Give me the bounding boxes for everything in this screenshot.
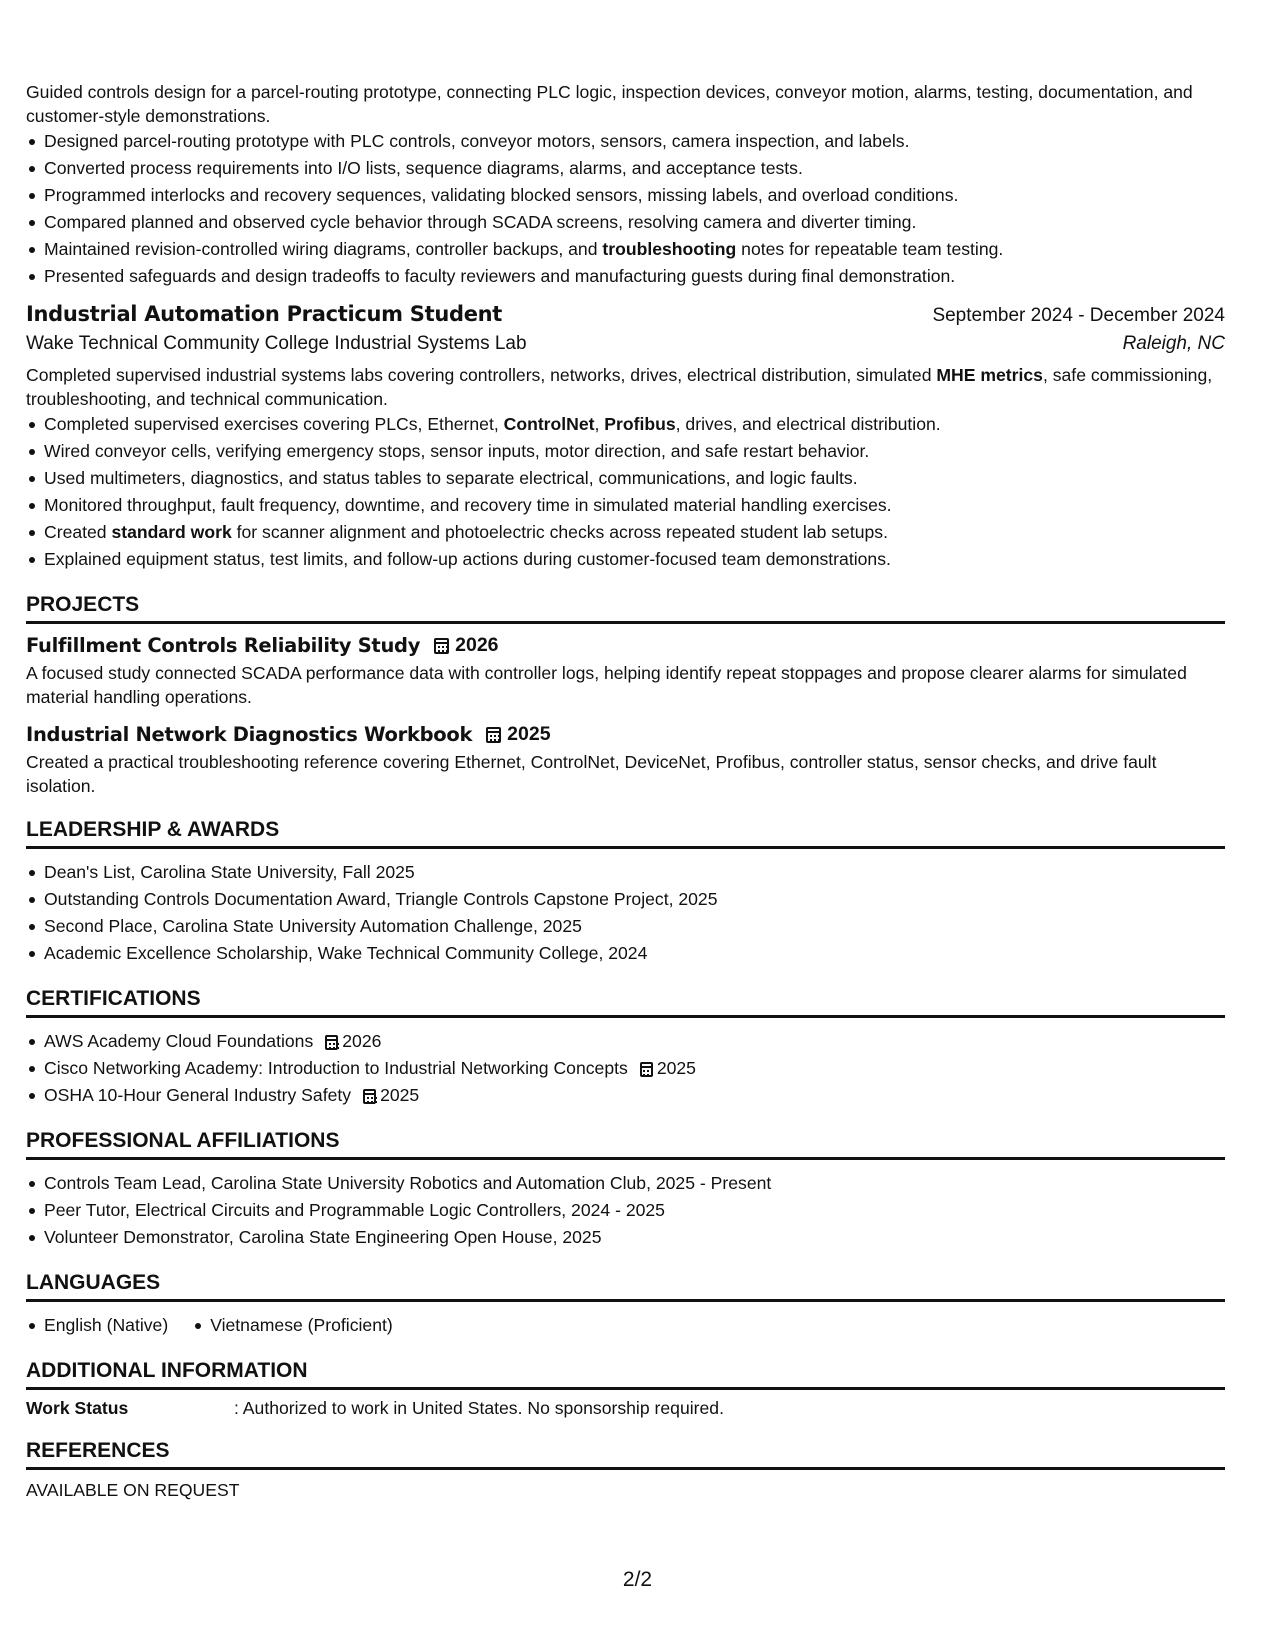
list-item: Used multimeters, diagnostics, and status tables to separate electrical, communications, and logic faults.	[26, 465, 1225, 492]
section-title-certifications: CERTIFICATIONS	[26, 987, 1225, 1018]
list-item: Controls Team Lead, Carolina State University Robotics and Automation Club, 2025 - Present	[26, 1170, 1225, 1197]
job-title: Industrial Automation Practicum Student	[26, 302, 503, 326]
experience-bullets	[26, 411, 1225, 573]
project-item	[26, 723, 1225, 798]
calendar-icon	[325, 1035, 338, 1050]
calendar-icon	[434, 638, 449, 654]
project-year: 2026	[455, 634, 499, 656]
job-location: Raleigh, NC	[1122, 333, 1225, 354]
list-item: Compared planned and observed cycle behavior through SCADA screens, resolving camera and diverter timing.	[26, 209, 1225, 236]
experience-parcel-routing	[26, 80, 1225, 290]
leadership-list	[26, 859, 1225, 967]
list-item: Second Place, Carolina State University Automation Challenge, 2025	[26, 913, 1225, 940]
references-text: AVAILABLE ON REQUEST	[26, 1480, 240, 1500]
experience-bullets	[26, 128, 1225, 290]
list-item: Explained equipment status, test limits, and follow-up actions during customer-focused team demonstrations.	[26, 546, 1225, 573]
work-status-row	[26, 1398, 1225, 1419]
list-item: Monitored throughput, fault frequency, downtime, and recovery time in simulated material handling exercises.	[26, 492, 1225, 519]
section-title-languages: LANGUAGES	[26, 1271, 1225, 1302]
list-item: Presented safeguards and design tradeoffs to faculty reviewers and manufacturing guests during final demonstration.	[26, 263, 1225, 290]
section-title-projects: PROJECTS	[26, 593, 1225, 624]
info-value: : Authorized to work in United States. No sponsorship required.	[234, 1398, 724, 1418]
list-item: Dean's List, Carolina State University, Fall 2025	[26, 859, 1225, 886]
project-name: Industrial Network Diagnostics Workbook	[26, 723, 473, 746]
list-item: English (Native)	[26, 1312, 168, 1339]
calendar-icon	[486, 727, 501, 743]
list-item: Wired conveyor cells, verifying emergency stops, sensor inputs, motor direction, and safe restart behavior.	[26, 438, 1225, 465]
affiliations-list	[26, 1170, 1225, 1251]
section-title-additional: ADDITIONAL INFORMATION	[26, 1359, 1225, 1390]
project-description: Created a practical troubleshooting reference covering Ethernet, ControlNet, DeviceNet, Profibus, controller status, sensor checks, and drive fault isolation.	[26, 752, 1157, 796]
list-item: Programmed interlocks and recovery sequences, validating blocked sensors, missing labels, and overload conditions.	[26, 182, 1225, 209]
page-number: 2/2	[622, 1568, 653, 1591]
job-organization: Wake Technical Community College Industrial Systems Lab	[26, 333, 527, 354]
languages-list	[26, 1312, 1225, 1339]
list-item: AWS Academy Cloud Foundations 2026	[26, 1028, 1225, 1055]
list-item: Volunteer Demonstrator, Carolina State Engineering Open House, 2025	[26, 1224, 1225, 1251]
calendar-icon	[640, 1062, 653, 1077]
project-name: Fulfillment Controls Reliability Study	[26, 634, 421, 657]
experience-practicum	[26, 302, 1225, 573]
list-item: Completed supervised exercises covering PLCs, Ethernet, ControlNet, Profibus, drives, and electrical distribution.	[26, 411, 1225, 438]
section-title-references: REFERENCES	[26, 1439, 1225, 1470]
project-description: A focused study connected SCADA performance data with controller logs, helping identify repeat stoppages and propose clearer alarms for simulated material handling operations.	[26, 663, 1187, 707]
list-item: Designed parcel-routing prototype with PLC controls, conveyor motors, sensors, camera inspection, and labels.	[26, 128, 1225, 155]
experience-summary: Completed supervised industrial systems labs covering controllers, networks, drives, electrical distribution, simulated MHE metrics, safe commissioning, troubleshooting, and technical communication.	[26, 365, 1213, 409]
section-title-leadership: LEADERSHIP & AWARDS	[26, 818, 1225, 849]
project-year: 2025	[507, 723, 551, 745]
section-title-affiliations: PROFESSIONAL AFFILIATIONS	[26, 1129, 1225, 1160]
list-item: Maintained revision-controlled wiring diagrams, controller backups, and troubleshooting notes for repeatable team testing.	[26, 236, 1225, 263]
experience-summary: Guided controls design for a parcel-routing prototype, connecting PLC logic, inspection devices, conveyor motion, alarms, testing, documentation, and customer-style demonstrations.	[26, 82, 1193, 126]
list-item: Outstanding Controls Documentation Award, Triangle Controls Capstone Project, 2025	[26, 886, 1225, 913]
list-item: Created standard work for scanner alignment and photoelectric checks across repeated student lab setups.	[26, 519, 1225, 546]
job-dates: September 2024 - December 2024	[932, 305, 1225, 326]
list-item: Vietnamese (Proficient)	[192, 1312, 393, 1339]
list-item: Converted process requirements into I/O lists, sequence diagrams, alarms, and acceptance tests.	[26, 155, 1225, 182]
list-item: OSHA 10-Hour General Industry Safety 2025	[26, 1082, 1225, 1109]
info-label: Work Status	[26, 1398, 129, 1418]
list-item: Academic Excellence Scholarship, Wake Technical Community College, 2024	[26, 940, 1225, 967]
project-item	[26, 634, 1225, 709]
list-item: Cisco Networking Academy: Introduction to Industrial Networking Concepts 2025	[26, 1055, 1225, 1082]
list-item: Peer Tutor, Electrical Circuits and Programmable Logic Controllers, 2024 - 2025	[26, 1197, 1225, 1224]
certifications-list	[26, 1028, 1225, 1109]
calendar-icon	[363, 1089, 376, 1104]
